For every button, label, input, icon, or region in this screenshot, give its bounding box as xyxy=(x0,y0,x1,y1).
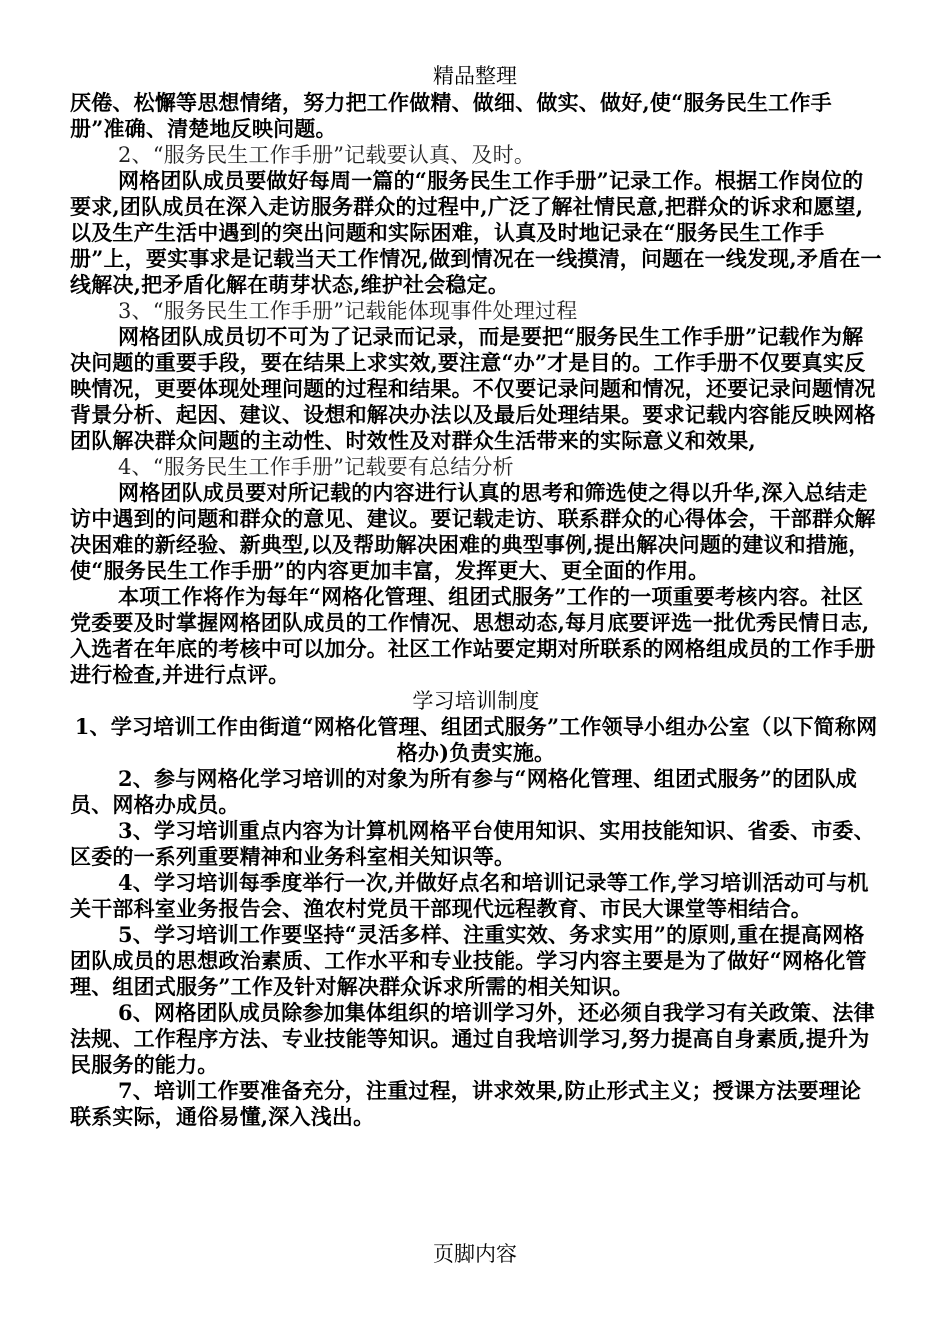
paragraph: 3、学习培训重点内容为计算机网格平台使用知识、实用技能知识、省委、市委、区委的一系列重要精神和业务科室相关知识等。 xyxy=(70,818,875,869)
paragraph: 5、学习培训工作要坚持“灵活多样、注重实效、务求实用”的原则,重在提高网格团队成员的思想政治素质、工作水平和专业技能。学习内容主要是为了做好“网格化管理、组团式服务”工作及针对解决群众诉求所需的相关知识。 xyxy=(70,922,867,999)
paragraph: 7、培训工作要准备充分，注重过程，讲求效果,防止形式主义；授课方法要理论联系实际，通俗易懂,深入浅出。 xyxy=(70,1078,862,1129)
paragraph: 网格团队成员切不可为了记录而记录，而是要把“服务民生工作手册”记载作为解决问题的重要手段，要在结果上求实效,要注意“办”才是目的。工作手册不仅要真实反映情况，更要体现处理问题的过程和结果。不仅要记录问题和情况，还要记录问题情况背景分析、起因、建议、设想和解决办法以及最后处理结果。要求记载内容能反映网格团队解决群众问题的主动性、时效性及对群众生活带来的实际意义和效果, xyxy=(70,324,876,453)
document-body xyxy=(70,90,882,1130)
paragraph: 厌倦、松懈等思想情绪，努力把工作做精、做细、做实、做好,使“服务民生工作手册”准确、清楚地反映问题。 xyxy=(70,90,832,141)
paragraph: 本项工作将作为每年“网格化管理、组团式服务”工作的一项重要考核内容。社区党委要及时掌握网格团队成员的工作情况、思想动态,每月底要评选一批优秀民情日志,入选者在年底的考核中可以加分。社区工作站要定期对所联系的网格组成员的工作手册进行检查,并进行点评。 xyxy=(70,584,876,687)
page-header: 精品整理 xyxy=(433,64,517,88)
paragraph: 4、学习培训每季度举行一次,并做好点名和培训记录等工作,学习培训活动可与机关干部科室业务报告会、渔农村党员干部现代远程教育、市民大课堂等相结合。 xyxy=(70,870,869,921)
section-heading: 4、“服务民生工作手册”记载要有总结分析 xyxy=(118,455,514,479)
section-heading: 2、“服务民生工作手册”记载要认真、及时。 xyxy=(118,143,536,167)
paragraph: 2、参与网格化学习培训的对象为所有参与“网格化管理、组团式服务”的团队成员、网格办成员。 xyxy=(70,766,857,817)
section-title: 学习培训制度 xyxy=(412,689,540,713)
section-heading: 3、“服务民生工作手册”记载能体现事件处理过程 xyxy=(118,299,578,323)
paragraph: 网格团队成员要做好每周一篇的“服务民生工作手册”记录工作。根据工作岗位的要求,团队成员在深入走访服务群众的过程中,广泛了解社情民意,把群众的诉求和愿望,以及生产生活中遇到的突出问题和实际困难，认真及时地记录在“服务民生工作手册”上，要实事求是记载当天工作情况,做到情况在一线摸清，问题在一线发现,矛盾在一线解决,把矛盾化解在萌芽状态,维护社会稳定。 xyxy=(70,168,882,297)
paragraph: 6、网格团队成员除参加集体组织的培训学习外，还必须自我学习有关政策、法律法规、工作程序方法、专业技能等知识。通过自我培训学习,努力提高自身素质,提升为民服务的能力。 xyxy=(70,1000,875,1077)
paragraph: 1、学习培训工作由街道“网格化管理、组团式服务”工作领导小组办公室（以下简称网格办)负责实施。 xyxy=(74,714,878,765)
paragraph: 网格团队成员要对所记载的内容进行认真的思考和筛选使之得以升华,深入总结走访中遇到的问题和群众的意见、建议。要记载走访、联系群众的心得体会，干部群众解决困难的新经验、新典型,以及帮助解决困难的典型事例,提出解决问题的建议和措施，使“服务民生工作手册”的内容更加丰富，发挥更大、更全面的作用。 xyxy=(70,480,876,583)
page-footer: 页脚内容 xyxy=(433,1242,517,1266)
